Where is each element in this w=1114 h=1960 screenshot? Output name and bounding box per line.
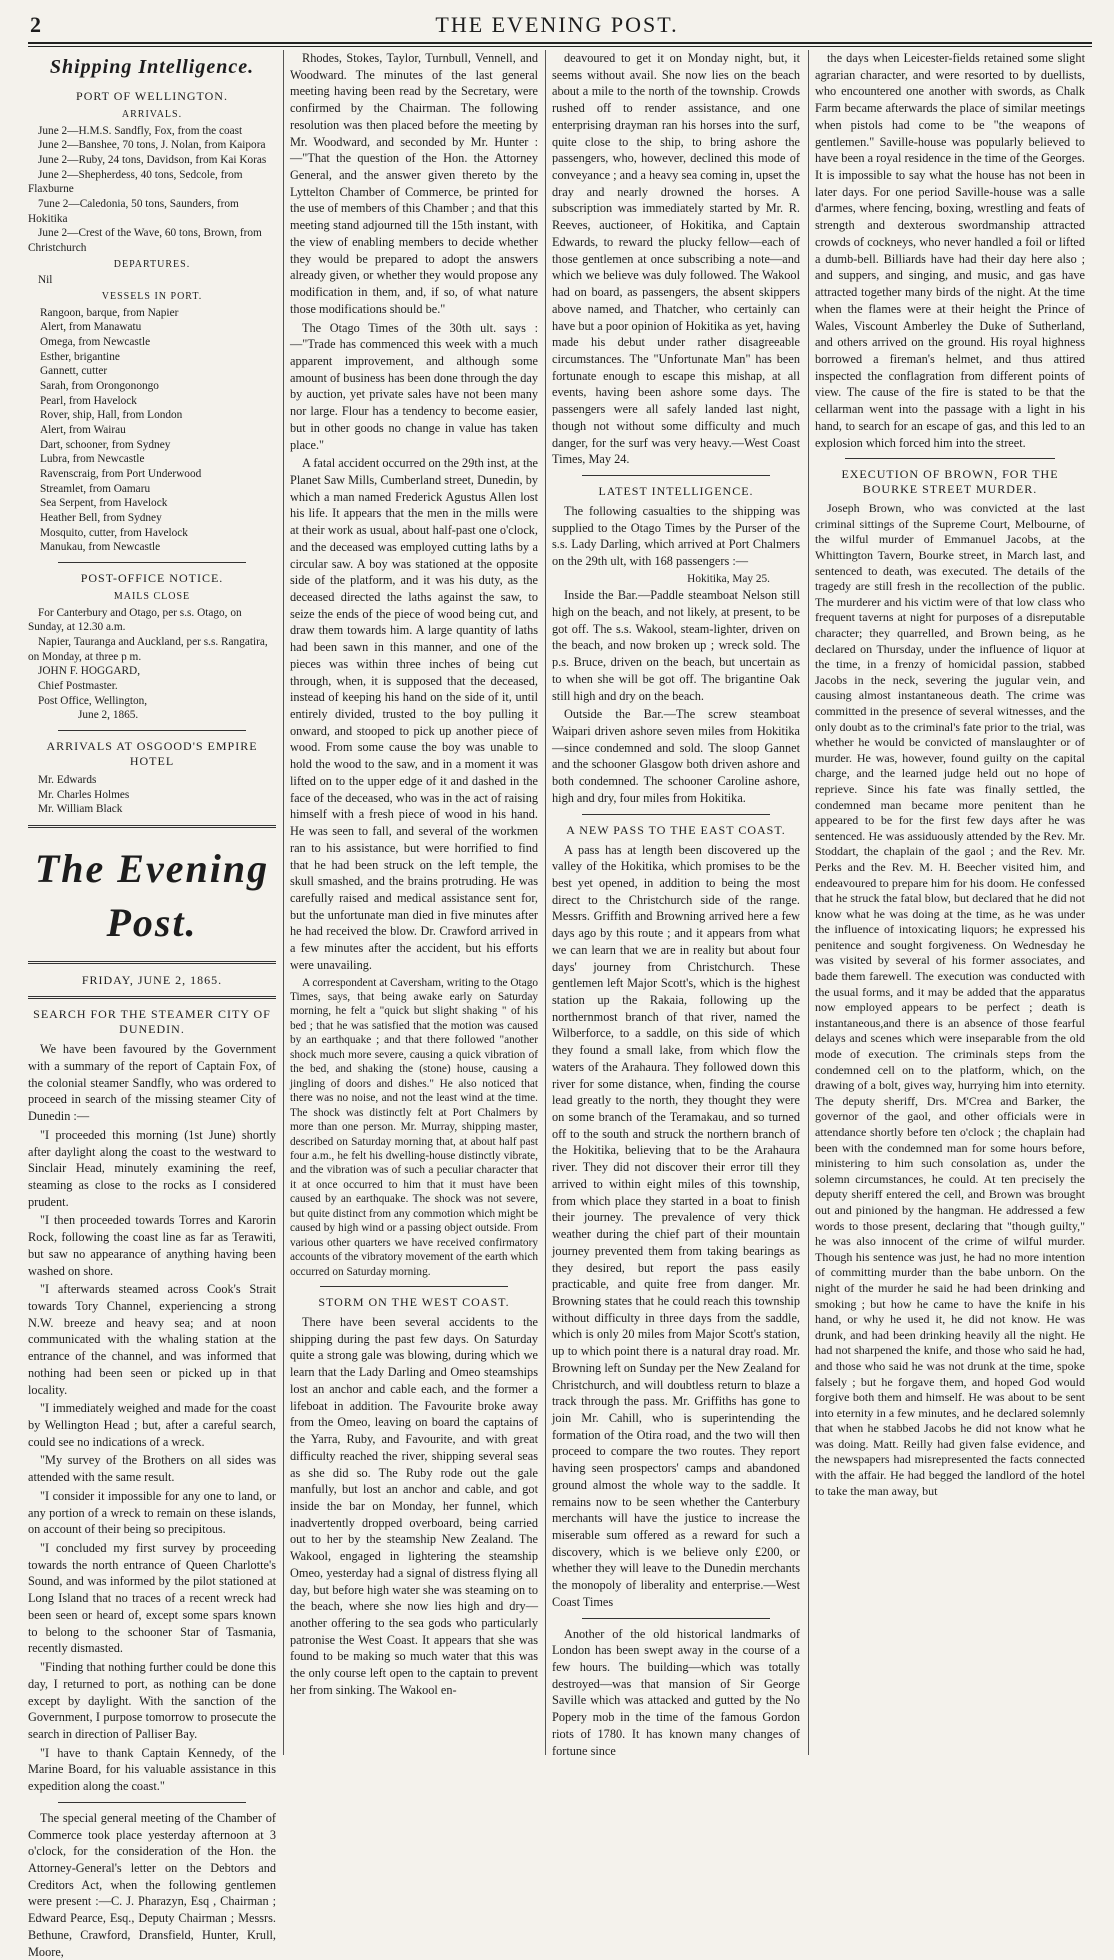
latest-title: LATEST INTELLIGENCE. [598, 483, 754, 498]
column-3 [552, 50, 800, 1758]
article-paragraph: "I then proceeded towards Torres and Karorin Rock, following the coast line as far as Terawiti, but saw no appearance of anything having been washed on shore. [28, 1213, 276, 1278]
article-paragraph: Rhodes, Stokes, Taylor, Turnbull, Vennell, and Woodward. The minutes of the last general meeting having been read by the Secretary, were confirmed by the Chairman. The following resolution was then placed before the meeting by Mr. Woodward, and seconded by Mr. Hunter :—"That the question of the Hon. the Attorney General, and the answer given thereto by the Lyttelton Chamber of Commerce, be printed for the use of members of this Chamber ; and that this meeting stand adjourned till the 15th instant, with the view of enabling members to decide whether they would be prepared to adopt the answers already given, or whether they would propose any modification in them, and, if so, of what nature those modifications should be." [290, 51, 538, 316]
article-paragraph: "I proceeded this morning (1st June) shortly after daylight along the coast to the westward to Sinclair Head, minutely examining the reef, steaming as close to the rocks as I considered prudent. [28, 1127, 276, 1209]
latest-dateline: Hokitika, May 25. [687, 572, 770, 585]
article-paragraph: deavoured to get it on Monday night, but, it seems without avail. She now lies on the beach about a mile to the north of the township. Crowds rushed off to render assistance, and one enterprising drayman ran his horses into the surf, quite close to the ship, to bring ashore the passengers, who, however, declined this mode of conveyance ; and a heavy sea coming in, upset the dray and nearly drowned the horses. A subscription was immediately started by Mr. R. Reeves, auctioneer, of Hokitika, and Captain Edwards, to reward the plucky fellow—each of those gentlemen at once subscribing a note—and which we believe was duly followed. The Wakool had on board, as passengers, the absent skippers above named, and Thatcher, who certainly can have but a poor opinion of Hokitika as yet, having made his debut under rather disagreeable circumstances. The "Unfortunate Man" has been fortunate enough to escape this mishap, at all events, having been ashore some days. The passengers were all safely landed last night, though not without some difficulty and much danger, for the surf was very heavy.—West Coast Times, May 24. [552, 51, 800, 467]
hotel-guest: Mr. Charles Holmes [38, 788, 130, 801]
article-paragraph: The special general meeting of the Chamber of Commerce took place yesterday afternoon at 3 o'clock, for the consideration of the Hon. the Attorney-General's letter on the Debtors and Creditors Act, when the following gentlemen were present :—C. J. Pharazyn, Esq , Chairman ; Edward Pearce, Esq., Deputy Chairman ; Messrs. Bethune, Crawford, Dransfield, Hunter, Krull, Moore, [28, 1810, 276, 1959]
hotel-arrivals [28, 739, 276, 817]
storm-title: STORM ON THE WEST COAST. [318, 1295, 510, 1310]
post-office-line: For Canterbury and Otago, per s.s. Otago, on Sunday, at 12.30 a.m. [28, 606, 242, 634]
page-number: 2 [30, 12, 41, 37]
post-office-signature-title: Chief Postmaster. [38, 680, 118, 693]
arrival-item: June 2—Ruby, 24 tons, Davidson, from Kai Koras [38, 154, 267, 167]
departures-label: DEPARTURES. [113, 258, 191, 270]
vessel-item: Heather Bell, from Sydney [40, 512, 162, 525]
departures-value: Nil [38, 274, 53, 287]
vessel-item: Manukau, from Newcastle [40, 541, 161, 554]
section-rule [58, 562, 246, 563]
article-paragraph: The following casualties to the shipping was supplied to the Otago Times by the Purser of the s.s. Lady Darling, which arrived at Port Chalmers on the 29th ult, with 168 passengers :— [552, 503, 800, 569]
column-divider [545, 50, 546, 1755]
hotel-guest: Mr. William Black [38, 803, 123, 816]
arrivals-list [28, 124, 276, 256]
vessels-label: VESSELS IN PORT. [101, 291, 203, 303]
article-paragraph: Another of the old historical landmarks of London has been swept away in the course of a few hours. The building—which was totally destroyed—was that mansion of Sir George Saville which was attacked and gutted by the No Popery mob in the time of the famous Gordon riots of 1780. It has known many changes of fortune since [552, 1626, 800, 1758]
shipping-intelligence [28, 54, 276, 555]
arrival-item: June 2—Shepherdess, 40 tons, Sedcole, from Flaxburne [28, 168, 243, 196]
article-paragraph: The Otago Times of the 30th ult. says :—"Trade has commenced this week with a much apparent improvement, and although some amount of business has been done through the day by auction, yet private sales have not been many nor large. Flour has a tendency to become easier, but in other goods no change in value has taken place." [290, 320, 538, 452]
hotel-guest: Mr. Edwards [38, 774, 97, 787]
vessel-item: Esther, brigantine [40, 350, 120, 363]
article-paragraph: "I afterwards steamed across Cook's Strait towards Tory Channel, experiencing a strong N.W. breeze and heavy sea; and at noon communicated with the whaling station at the entrance of the channel, and was informed that nothing had been seen or picked up in that locality. [28, 1282, 276, 1397]
arrival-item: 7une 2—Caledonia, 50 tons, Saunders, from Hokitika [28, 198, 239, 225]
article-paragraph: There have been several accidents to the shipping during the past few days. On Saturday quite a strong gale was blowing, during which we learn that the Lady Darling and Omeo steamships lost an anchor and cable each, and the former a lifeboat in addition. The Favourite broke away from the Omeo, leaving on board the captains of the Yarra, Ruby, and Favourite, and with great difficulty reached the river, shipping several seas as she did so. The Ruby rode out the gale manfully, but lost an anchor and cable, and got inside the bar on Monday, her funnel, which inadvertently dropped overboard, being carried out to her by the steamship New Zealand. The Wakool, engaged in lightering the steamship Omeo, yesterday had a signal of distress flying all day, but before high water she was steaming on to the beach, where she now lies high and dry—another offering to the sea gods who particularly patronise the West Coast. It appears that she was found to be making so much water that this was the only course left open to the captain to prevent her from sinking. The Wakool en- [290, 1315, 538, 1697]
arrival-item: June 2—Crest of the Wave, 60 tons, Brown, from Christchurch [28, 227, 262, 255]
vessel-item: Alert, from Manawatu [40, 321, 142, 334]
paper-name: The Evening Post. [34, 846, 270, 946]
arrival-item: June 2—Banshee, 70 tons, J. Nolan, from Kaipora [38, 139, 266, 152]
article-paragraph: "Finding that nothing further could be done this day, I returned to port, as nothing can be done except by daylight. With the sanction of the Government, I purpose tomorrow to prosecute the search in direction of Palliser Bay. [28, 1660, 276, 1741]
section-rule [28, 996, 276, 999]
column-1 [28, 50, 276, 1959]
post-office-date: June 2, 1865. [78, 709, 139, 722]
article-paragraph: "I concluded my first survey by proceeding towards the north entrance of Queen Charlotte's Sound, and was informed by the pilot stationed at Long Island that no traces of a recent wreck had been seen or heard of, except some spars known to belong to the schooner Star of Tasmania, recently dismasted. [28, 1541, 276, 1656]
post-office-subtitle: MAILS CLOSE [113, 591, 191, 603]
post-office-place: Post Office, Wellington, [38, 694, 148, 707]
masthead-rule [28, 42, 1092, 47]
arrival-item: June 2—H.M.S. Sandfly, Fox, from the coast [38, 124, 243, 137]
article-paragraph: "My survey of the Brothers on all sides was attended with the same result. [28, 1453, 276, 1485]
section-rule [845, 458, 1055, 459]
article-paragraph: A pass has at length been discovered up the valley of the Hokitika, which promises to be the best yet opened, in addition to being the most direct to the Christchurch side of the range. Messrs. Griffith and Browning arrived here a few days ago by this route ; and it appears from what we can learn that we are in reality but about four days' journey from Christchurch. These gentlemen left Major Scott's, which is the highest station up the Rakaia, following up the northernmost branch of that river, named the Wilberforce, to a saddle, on this side of which they found a small lake, from which flow the waters of the Arahaura. They followed down this river for some distance, when, finding the course lead greatly to the north, they thought they were on some branch of the Teramakau, and so turned off to the south and struck the northern branch of the Hokitika, believing that to be the Arahaura river. They did not discover their error till they arrived to within eight miles of this township, from which place they started in a boat to finish their journey. The prevalence of very thick weather during the chief part of their mountain journey prevented them from taking bearings as they desired, but report the pass easily practicable, and quite free from danger. Mr. Browning states that he could reach this township without difficulty in three days from the saddle, which is only 20 miles from Major Scott's station, up to which point there is a natural dray road. Mr. Browning left on Sunday per the New Zealand for Christchurch, and will doubtless return to blaze a track through the pass. Mr. Griffiths has gone to join Mr. Cahill, who is superintending the formation of the Otira road, and the two will then proceed to compare the two routes. They report having seen prospectors' camps and abandoned ground almost the whole way to the saddle. It remains now to be seen whether the Canterbury merchants will have the justice to increase the miserable sum offered as a reward for such a discovery, which is we believe only £200, or whether they will leave to the Dunedin merchants the monopoly of liberality and enterprise.—West Coast Times [552, 842, 800, 1609]
article-paragraph: Inside the Bar.—Paddle steamboat Nelson still high on the beach, and not likely, at present, to be got off. The s.s. Wakool, steam-lighter, driven on the beach, and now broken up ; wreck sold. The p.s. Bruce, driven on the beach, but uncertain as to when she will be got off. The brigantine Oak still high and dry on the beach. [552, 588, 800, 703]
vessel-item: Rangoon, barque, from Napier [40, 306, 179, 319]
article-title: SEARCH FOR THE STEAMER CITY OF DUNEDIN. [33, 1007, 271, 1037]
column-divider [283, 50, 284, 1755]
port-heading: PORT OF WELLINGTON. [76, 89, 228, 104]
vessel-item: Pearl, from Havelock [40, 394, 137, 407]
article-paragraph: Outside the Bar.—The screw steamboat Waipari driven ashore seven miles from Hokitika—since condemned and sold. The sloop Gannet and the schooner Glasgow both driven ashore and both condemned. The schooner Caroline ashore, high and dry, four miles from Hokitika. [552, 707, 800, 805]
issue-date: FRIDAY, JUNE 2, 1865. [81, 972, 223, 987]
vessel-item: Gannett, cutter [40, 365, 108, 378]
vessel-item: Sarah, from Orongonongo [40, 380, 159, 393]
section-rule [582, 814, 770, 815]
paper-title: THE EVENING POST. [435, 12, 679, 37]
section-rule [582, 1618, 770, 1619]
post-office-title: POST-OFFICE NOTICE. [80, 571, 224, 586]
vessel-item: Dart, schooner, from Sydney [40, 438, 171, 451]
section-rule [58, 1802, 246, 1803]
vessel-item: Alert, from Wairau [40, 424, 126, 437]
article-paragraph: the days when Leicester-fields retained some slight agrarian character, and were resorted to by duellists, who encountered one another with swords, as Chalk Farm became afterwards the place of similar meetings when pistols had come to be "the weapons of gentlemen." Saville-house was popularly believed to have been a royal residence in the time of the Georges. It is impossible to say what the house has not been in later days. For one period Saville-house was a salle d'armes, where fencing, boxing, wrestling and feats of strength and dexterous swordmanship attracted crowds of cockneys, who never handled a foil or lifted a dumb-bell. Billiards have had their day here also ; and suppers, and singing, and music, and gas have attracted together many birds of the night. At the time when the flames were at their height the Prince of Wales, Viscount Amberley the Duke of Sutherland, and others arrived on the ground. His royal highness borrowed a fireman's helmet, and thus attired inspected the conflagration from different points of view. The cause of the fire is stated to be that the cellarman went into the passage with a light in his hand, to search for an escape of gas, and this led to an explosion which forced him into the street. [815, 51, 1085, 450]
section-rule [28, 961, 276, 964]
article-paragraph: A correspondent at Caversham, writing to the Otago Times, says, that being awake early on Saturday morning, he felt a "quick but slight shaking " of his bed ; that he was satisfied that the motion was caused by an earthquake ; and that there followed "another shock much more severe, causing a quick vibration of the bed, and shaking the (stone) house, causing a jingling of doors and dishes." He also noticed that there was no noise, and not the least wind at the time. The shock was distinctly felt at Port Chalmers by more than one person. Mr. Murray, shipping master, described on Saturday morning that, at about half past four a.m., he felt his dwelling-house distinctly vibrate, and the vibration was of such a peculiar character that it at once occurred to him that it must have been caused by an earthquake. The shock was not severe, but quite distinct from any commotion which might be caused by high wind or a passing object outside. From various other quarters we have received confirmatory accounts of the vibratory movement of the earth which occurred on Saturday morning. [290, 976, 538, 1278]
column-4 [815, 50, 1085, 1755]
vessel-item: Sea Serpent, from Havelock [40, 497, 168, 510]
article-paragraph: A fatal accident occurred on the 29th inst, at the Planet Saw Mills, Cumberland street, Dunedin, by which a man named Frederick Agustus Allen lost his life. It appears that the men in the mills were at their work as usual, about half-past one o'clock, and the deceased was employed cutting laths by a circular saw. A boy was stationed at the opposite side of the platform, and it was his duty, as the deceased directed the laths against the saw, to seize the ends of the piece of wood being cut, and draw them towards him. A large quantity of laths had been sawn in this manner, and one of the pieces was within three inches of being cut through, when, it is supposed that the deceased, instead of keeping his hand on the side of it, until entirely divided, trusted to the boy pulling it onward, and stooped to pick up another piece of wood. From some cause the boy was unable to hold the wood to the saw, and in a moment it was lifted on to the upper edge of it and dashed in the face of the deceased, who was in the act of raising himself with a fresh piece of wood in his hand. He was seen to fall, and several of the workmen ran to his assistance, but were horrified to find that he had been struck on the left temple, the skull smashed, and the brains protruding. He was carefully raised and medical assistance sent for, but the unfortunate man died in five minutes after he had received the blow. Dr. Crawford arrived in a few minutes after the accident, but his efforts were unavailing. [290, 456, 538, 972]
masthead [0, 0, 1114, 40]
article-paragraph: We have been favoured by the Government with a summary of the report of Captain Fox, of the colonial steamer Sandfly, who was ordered to proceed in search of the missing steamer City of Dunedin :— [28, 1042, 276, 1124]
article-paragraph: "I consider it impossible for any one to land, or any portion of a wreck to remain on these islands, on account of their being so precipitous. [28, 1488, 276, 1537]
column-divider [808, 50, 809, 1755]
post-office-line: Napier, Tauranga and Auckland, per s.s. Rangatira, on Monday, at three p m. [28, 636, 268, 663]
vessel-item: Mosquito, cutter, from Havelock [40, 526, 188, 539]
search-article [28, 1007, 276, 1960]
vessel-item: Rover, ship, Hall, from London [40, 409, 183, 422]
arrivals-label: ARRIVALS. [121, 109, 183, 121]
article-paragraph: Joseph Brown, who was convicted at the last criminal sittings of the Supreme Court, Melbourne, of the wilful murder of Emmanuel Jacobs, at the Whittington Tavern, Bourke street, in March last, and sentenced to death, was executed. The details of the tragedy are still fresh in the recollection of the public. The murderer and his victim were of that low class who frequent taverns at night for purposes of a disreputable character; they quarrelled, and Brown being, as he declared on Thursday, under the influence of liquor at the time, in a frenzy of homicidal passion, stabbed Jacobs in the neck, severing the jugular vein, and causing almost instantaneous death. The crime was committed in the presence of several witnesses, and the only doubt as to the criminal's fate prior to the trial, was whether he would be convicted of manslaughter or of murder. He was, however, found guilty on the capital charge, and the learned judge held out no hope of reprieve. Since his fate was finally settled, the condemned man became more penitent than he appeared to be for the first few days after he was sentenced. He was assiduously attended by the Rev. Mr. Stoddart, the chaplain of the gaol ; and the Rev. Mr. Perks and the Rev. M. H. Beecher visited him, and endeavoured to prepare him for his doom. He confessed that he struck the fatal blow, but declared that he did not know what he was doing at the time, as he was under the influence of intoxicating liquors; he expressed his penitence and sought forgiveness. On Wednesday he was visited by several of his former associates, and bade them farewell. The execution was conducted with the usual forms, and it may be added that the apparatus now employed appears to be perfect ; death is instantaneous,and there is an absence of those fearful delays and scenes which were inseparable from the old mode of execution. The criminals steps from the condemned cell on to the platform, which, on the drawing of a bolt, gives way, hurrying him into eternity. The deputy sheriff, Drs. M'Crea and Barker, the governor of the gaol, and other officials were in attendance shortly before ten o'clock ; the chaplain had been with the condemned man for some hours before, ministering to him such consolation as, under the solemn circumstances, he could. At ten precisely the deputy sheriff entered the cell, and Brown was brought out and pinioned by the hangman. He addressed a few words to those present, declaring that "though guilty," he was also innocent of the crime of wilful murder. Though his sentence was just, he had no more intention of committing murder than the babe unborn. On the night of the murder he said he had been drinking and smoking ; but how he came to have the knife in his hand, or why he used it, he did not know. He was drunk, and had been drinking heavily all the night. He had not sharpened the knife, and those who said he had, and those who said he was not drunk at the time, spoke falsely ; but he forgave them, and hoped God would forgive both them and himself. He was about to be sent into eternity in a few minutes, and he declared solemnly that when he stabbed Jacobs he did not know what he was doing. Matt. Reilly had given false evidence, and the newspapers had misrepresented the facts connected with the affair. He had begged the landlord of the hotel to take the man away, but [815, 501, 1085, 1498]
vessel-item: Ravenscraig, from Port Underwood [40, 468, 202, 481]
vessel-item: Omega, from Newcastle [40, 336, 151, 349]
shipping-title: Shipping Intelligence. [49, 56, 255, 78]
section-rule [582, 475, 770, 476]
execution-title: EXECUTION OF BROWN, FOR THE BOURKE STREET MURDER. [841, 467, 1059, 497]
vessel-item: Lubra, from Newcastle [40, 453, 145, 466]
post-office-signature: JOHN F. HOGGARD, [38, 665, 141, 678]
hotel-title: ARRIVALS AT OSGOOD'S EMPIRE HOTEL [46, 739, 258, 769]
article-paragraph: "I have to thank Captain Kennedy, of the Marine Board, for his valuable assistance in this expedition along the coast." [28, 1745, 276, 1794]
section-rule [28, 825, 276, 828]
vessels-list [28, 306, 276, 555]
pass-title: A NEW PASS TO THE EAST COAST. [566, 822, 786, 837]
section-rule [58, 730, 246, 731]
article-paragraph: "I immediately weighed and made for the coast by Wellington Head ; but, after a careful search, could see no indications of a wreck. [28, 1401, 276, 1449]
post-office-notice [28, 571, 276, 723]
section-rule [320, 1286, 508, 1287]
vessel-item: Streamlet, from Oamaru [40, 482, 151, 495]
column-2 [290, 50, 538, 1755]
